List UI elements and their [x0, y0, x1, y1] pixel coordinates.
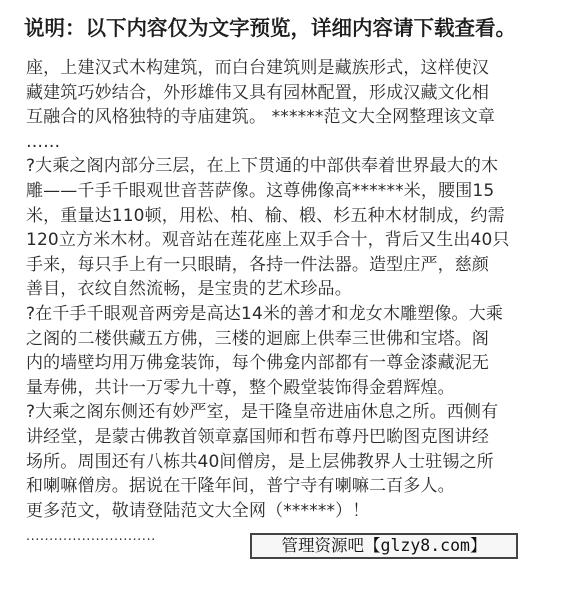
paragraph-line: 量寿佛，共计一万零九十尊，整个殿堂装饰得金碧辉煌。: [26, 377, 455, 398]
paragraph-line: 米，重量达110顿，用松、柏、榆、椴、杉五种木材制成，约需: [26, 205, 505, 226]
preview-notice-heading: 说明：以下内容仅为文字预览，详细内容请下载查看。: [24, 16, 516, 40]
paragraph-line: ……: [26, 131, 61, 152]
paragraph-line: 互融合的风格独特的寺庙建筑。 ******范文大全网整理该文章: [26, 107, 496, 128]
paragraph-line: ?大乘之阁东侧还有妙严室，是干隆皇帝进庙休息之所。西侧有: [26, 402, 499, 423]
paragraph-line: 藏建筑巧妙结合，外形雄伟又具有园林配置，形成汉藏文化相: [26, 82, 490, 103]
paragraph-line: 内的墙壁均用万佛龛装饰，每个佛龛内部都有一尊金漆藏泥无: [26, 353, 490, 374]
paragraph-line: 善目，衣纹自然流畅，是宝贵的艺术珍品。: [26, 279, 352, 300]
paragraph-line: 雕——千手千眼观世音菩萨像。这尊佛像高******米，腰围15: [26, 180, 495, 201]
paragraph-line: 之阁的二楼供藏五方佛，三楼的迴廊上供奉三世佛和宝塔。阁: [26, 328, 490, 349]
paragraph-line: 场所。周围还有八栋共40间僧房，是上层佛教界人士驻锡之所: [26, 451, 494, 472]
dotted-separator: ····························: [26, 533, 156, 548]
document-body: [26, 56, 556, 523]
paragraph-line: 讲经堂，是蒙古佛教首领章嘉国师和哲布尊丹巴喲图克图讲经: [26, 426, 490, 447]
paragraph-line: 和喇嘛僧房。据说在干隆年间，普宁寺有喇嘛二百多人。: [26, 476, 455, 497]
paragraph-line: 120立方米木材。观音站在莲花座上双手合十，背后又生出40只: [26, 230, 510, 251]
more-templates-line: 更多范文，敬请登陆范文大全网（******）！: [26, 500, 370, 521]
site-watermark-label: 管理资源吧【glzy8.com】: [250, 533, 518, 559]
paragraph-line: 座，上建汉式木构建筑，而白台建筑则是藏族形式，这样使汉: [26, 58, 490, 78]
paragraph-line: ?在千手千眼观音两旁是高达14米的善才和龙女木雕塑像。大乘: [26, 303, 504, 324]
paragraph-line: 手来，每只手上有一只眼睛，各持一件法器。造型庄严，慈颜: [26, 254, 490, 275]
paragraph-line: ?大乘之阁内部分三层，在上下贯通的中部供奉着世界最大的木: [26, 156, 499, 177]
